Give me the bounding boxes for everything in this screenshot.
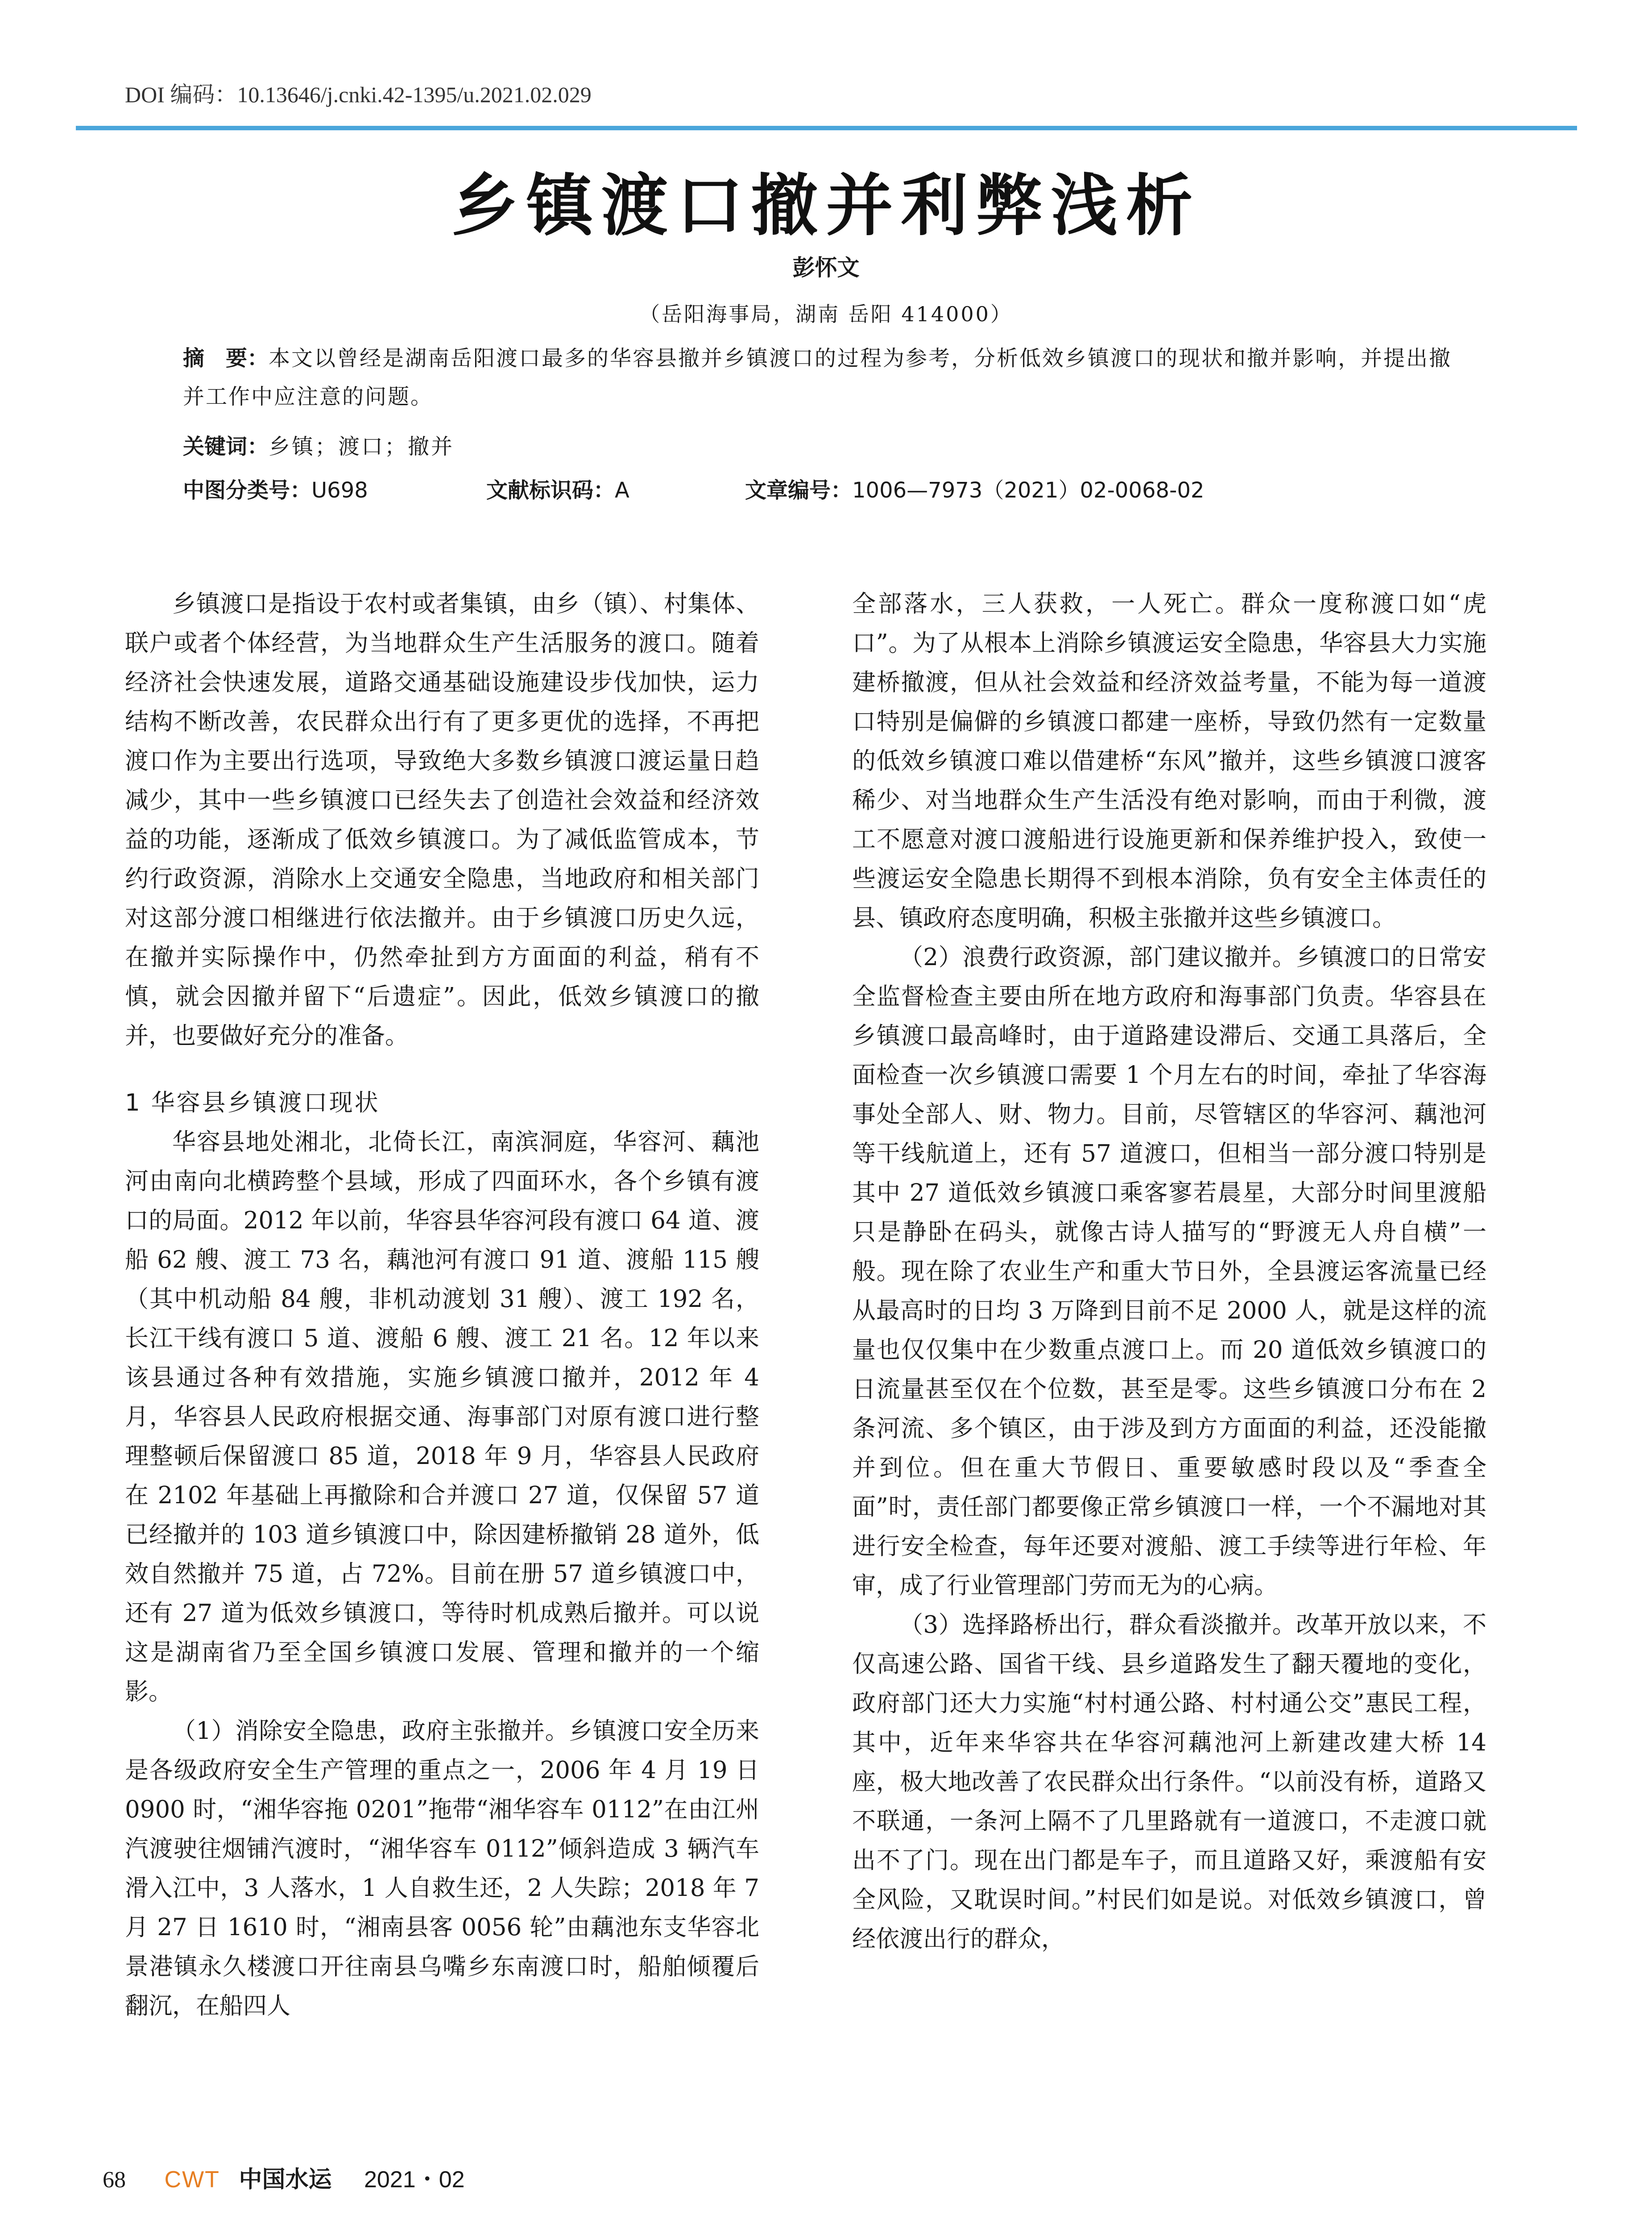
abstract-text: 本文以曾经是湖南岳阳渡口最多的华容县撤并乡镇渡口的过程为参考，分析低效乡镇渡口的现状和撤并影响，并提出撤并工作中应注意的问题。: [183, 346, 1452, 409]
article-no-value: 1006—7973（2021）02-0068-02: [852, 478, 1205, 503]
page-footer: [103, 2161, 465, 2194]
article-title: 乡镇渡口撤并利弊浅析: [451, 166, 1201, 245]
keywords-text: 乡镇；渡口；撤并: [269, 434, 455, 459]
body-column-left: [125, 585, 759, 2026]
journal-logo: CWT: [164, 2167, 220, 2193]
paragraph: 乡镇渡口是指设于农村或者集镇，由乡（镇）、村集体、联户或者个体经营，为当地群众生产生活服务的渡口。随着经济社会快速发展，道路交通基础设施建设步伐加快，运力结构不断改善，农民群众出行有了更多更优的选择，不再把渡口作为主要出行选项，导致绝大多数乡镇渡口渡运量日趋减少，其中一些乡镇渡口已经失去了创造社会效益和经济效益的功能，逐渐成了低效乡镇渡口。为了减低监管成本，节约行政资源，消除水上交通安全隐患，当地政府和相关部门对这部分渡口相继进行依法撤并。由于乡镇渡口历史久远，在撤并实际操作中，仍然牵扯到方方面面的利益，稍有不慎，就会因撤并留下“后遗症”。因此，低效乡镇渡口的撤并，也要做好充分的准备。: [125, 590, 759, 1049]
paragraph: 全部落水，三人获救，一人死亡。群众一度称渡口如“虎口”。为了从根本上消除乡镇渡运安全隐患，华容县大力实施建桥撤渡，但从社会效益和经济效益考量，不能为每一道渡口特别是偏僻的乡镇渡口都建一座桥，导致仍然有一定数量的低效乡镇渡口难以借建桥“东风”撤并，这些乡镇渡口渡客稀少、对当地群众生产生活没有绝对影响，而由于利微，渡工不愿意对渡口渡船进行设施更新和保养维护投入，致使一些渡运安全隐患长期得不到根本消除，负有安全主体责任的县、镇政府态度明确，积极主张撤并这些乡镇渡口。: [852, 590, 1486, 932]
issue-number: 2021・02: [364, 2167, 465, 2193]
keywords: [183, 429, 454, 460]
doc-code-value: A: [615, 478, 629, 503]
clc-field: [183, 473, 368, 504]
article-no-label: 文章编号：: [745, 478, 853, 503]
journal-name: 中国水运: [239, 2166, 332, 2193]
page-number: 68: [103, 2167, 126, 2193]
doc-code-label: 文献标识码：: [486, 478, 615, 503]
paragraph: 华容县地处湘北，北倚长江，南滨洞庭，华容河、藕池河由南向北横跨整个县域，形成了四面环水，各个乡镇有渡口的局面。2012 年以前，华容县华容河段有渡口 64 道、渡船 62 艘、渡工 73 名，藕池河有渡口 91 道、渡船 115 艘（其中机动船 84 艘，非机动渡划 31 艘）、渡工 192 名，长江干线有渡口 5 道、渡船 6 艘、渡工 21 名。12 年以来该县通过各种有效措施，实施乡镇渡口撤并，2012 年 4 月，华容县人民政府根据交通、海事部门对原有渡口进行整理整顿后保留渡口 85 道，2018 年 9 月，华容县人民政府在 2102 年基础上再撤除和合并渡口 27 道，仅保留 57 道已经撤并的 103 道乡镇渡口中，除因建桥撤销 28 道外，低效自然撤并 75 道，占 72%。目前在册 57 道乡镇渡口中，还有 27 道为低效乡镇渡口，等待时机成熟后撤并。可以说这是湖南省乃至全国乡镇渡口发展、管理和撤并的一个缩影。: [125, 1128, 759, 1705]
paragraph: （1）消除安全隐患，政府主张撤并。乡镇渡口安全历来是各级政府安全生产管理的重点之一，2006 年 4 月 19 日 0900 时，“湘华容拖 0201”拖带“湘华容车 0112”在由江州汽渡驶往烟铺汽渡时，“湘华容车 0112”倾斜造成 3 辆汽车滑入江中，3 人落水，1 人自救生还，2 人失踪；2018 年 7 月 27 日 1610 时，“湘南县客 0056 轮”由藕池东支华容北景港镇永久楼渡口开往南县乌嘴乡东南渡口时，船舶倾覆后翻沉，在船四人: [125, 1717, 759, 2020]
doi-line: DOI 编码：10.13646/j.cnki.42-1395/u.2021.02.029: [125, 82, 592, 107]
abstract-label: 摘 要：: [183, 346, 269, 371]
doc-code-field: [486, 473, 629, 504]
author-name: 彭怀文: [792, 255, 860, 281]
header-rule: [76, 126, 1577, 130]
abstract: [183, 339, 1468, 416]
paragraph: （3）选择路桥出行，群众看淡撤并。改革开放以来，不仅高速公路、国省干线、县乡道路发生了翻天覆地的变化，政府部门还大力实施“村村通公路、村村通公交”惠民工程，其中，近年来华容共在华容河藕池河上新建改建大桥 14 座，极大地改善了农民群众出行条件。“以前没有桥，道路又不联通，一条河上隔不了几里路就有一道渡口，不走渡口就出不了门。现在出门都是车子，而且道路又好，乘渡船有安全风险，又耽误时间。”村民们如是说。对低效乡镇渡口，曾经依渡出行的群众，: [852, 1611, 1486, 1953]
body-column-right: [852, 585, 1486, 1959]
clc-value: U698: [311, 478, 368, 503]
section-heading: 1 华容县乡镇渡口现状: [125, 1089, 380, 1116]
author-affiliation: （岳阳海事局，湖南 岳阳 414000）: [639, 302, 1013, 326]
paragraph: （2）浪费行政资源，部门建议撤并。乡镇渡口的日常安全监督检查主要由所在地方政府和海事部门负责。华容县在乡镇渡口最高峰时，由于道路建设滞后、交通工具落后，全面检查一次乡镇渡口需要 1 个月左右的时间，牵扯了华容海事处全部人、财、物力。目前，尽管辖区的华容河、藕池河等干线航道上，还有 57 道渡口，但相当一部分渡口特别是其中 27 道低效乡镇渡口乘客寥若晨星，大部分时间里渡船只是静卧在码头，就像古诗人描写的“野渡无人舟自横”一般。现在除了农业生产和重大节日外，全县渡运客流量已经从最高时的日均 3 万降到目前不足 2000 人，就是这样的流量也仅仅集中在少数重点渡口上。而 20 道低效乡镇渡口的日流量甚至仅在个位数，甚至是零。这些乡镇渡口分布在 2 条河流、多个镇区，由于涉及到方方面面的利益，还没能撤并到位。但在重大节假日、重要敏感时段以及“季查全面”时，责任部门都要像正常乡镇渡口一样，一个不漏地对其进行安全检查，每年还要对渡船、渡工手续等进行年检、年审，成了行业管理部门劳而无为的心病。: [852, 944, 1486, 1599]
keywords-label: 关键词：: [183, 434, 269, 459]
clc-label: 中图分类号：: [183, 478, 312, 503]
article-no-field: [745, 473, 1204, 504]
